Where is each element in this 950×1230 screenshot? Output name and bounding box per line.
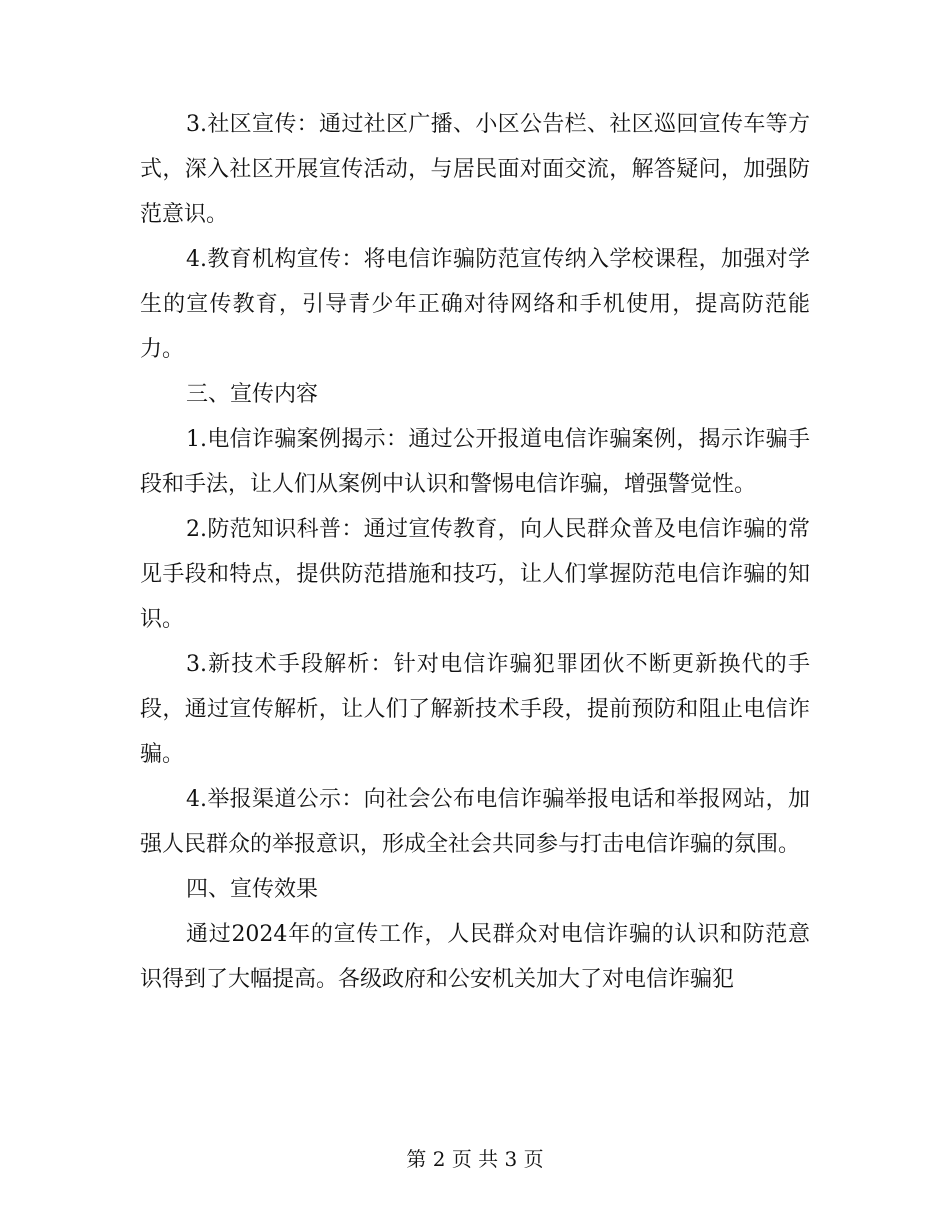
paragraph-knowledge-popularization: 2.防范知识科普：通过宣传教育，向人民群众普及电信诈骗的常见手段和特点，提供防范措施和技巧，让人们掌握防范电信诈骗的知识。 bbox=[140, 517, 810, 632]
paragraph-report-channels: 4.举报渠道公示：向社会公布电信诈骗举报电话和举报网站，加强人民群众的举报意识，形成全社会共同参与打击电信诈骗的氛围。 bbox=[140, 787, 810, 857]
document-body bbox=[140, 102, 810, 1002]
section-heading-effect: 四、宣传效果 bbox=[186, 877, 319, 902]
section-heading-content: 三、宣传内容 bbox=[186, 382, 319, 407]
paragraph-new-technology: 3.新技术手段解析：针对电信诈骗犯罪团伙不断更新换代的手段，通过宣传解析，让人们了解新技术手段，提前预防和阻止电信诈骗。 bbox=[140, 652, 810, 767]
paragraph-community-publicity: 3.社区宣传：通过社区广播、小区公告栏、社区巡回宣传车等方式，深入社区开展宣传活动，与居民面对面交流，解答疑问，加强防范意识。 bbox=[140, 112, 810, 227]
page-footer: 第 2 页 共 3 页 bbox=[406, 1147, 544, 1171]
paragraph-publicity-effect: 通过2024年的宣传工作，人民群众对电信诈骗的认识和防范意识得到了大幅提高。各级政府和公安机关加大了对电信诈骗犯 bbox=[140, 922, 810, 992]
paragraph-education-publicity: 4.教育机构宣传：将电信诈骗防范宣传纳入学校课程，加强对学生的宣传教育，引导青少年正确对待网络和手机使用，提高防范能力。 bbox=[140, 247, 810, 362]
paragraph-case-disclosure: 1.电信诈骗案例揭示：通过公开报道电信诈骗案例，揭示诈骗手段和手法，让人们从案例中认识和警惕电信诈骗，增强警觉性。 bbox=[140, 427, 810, 497]
